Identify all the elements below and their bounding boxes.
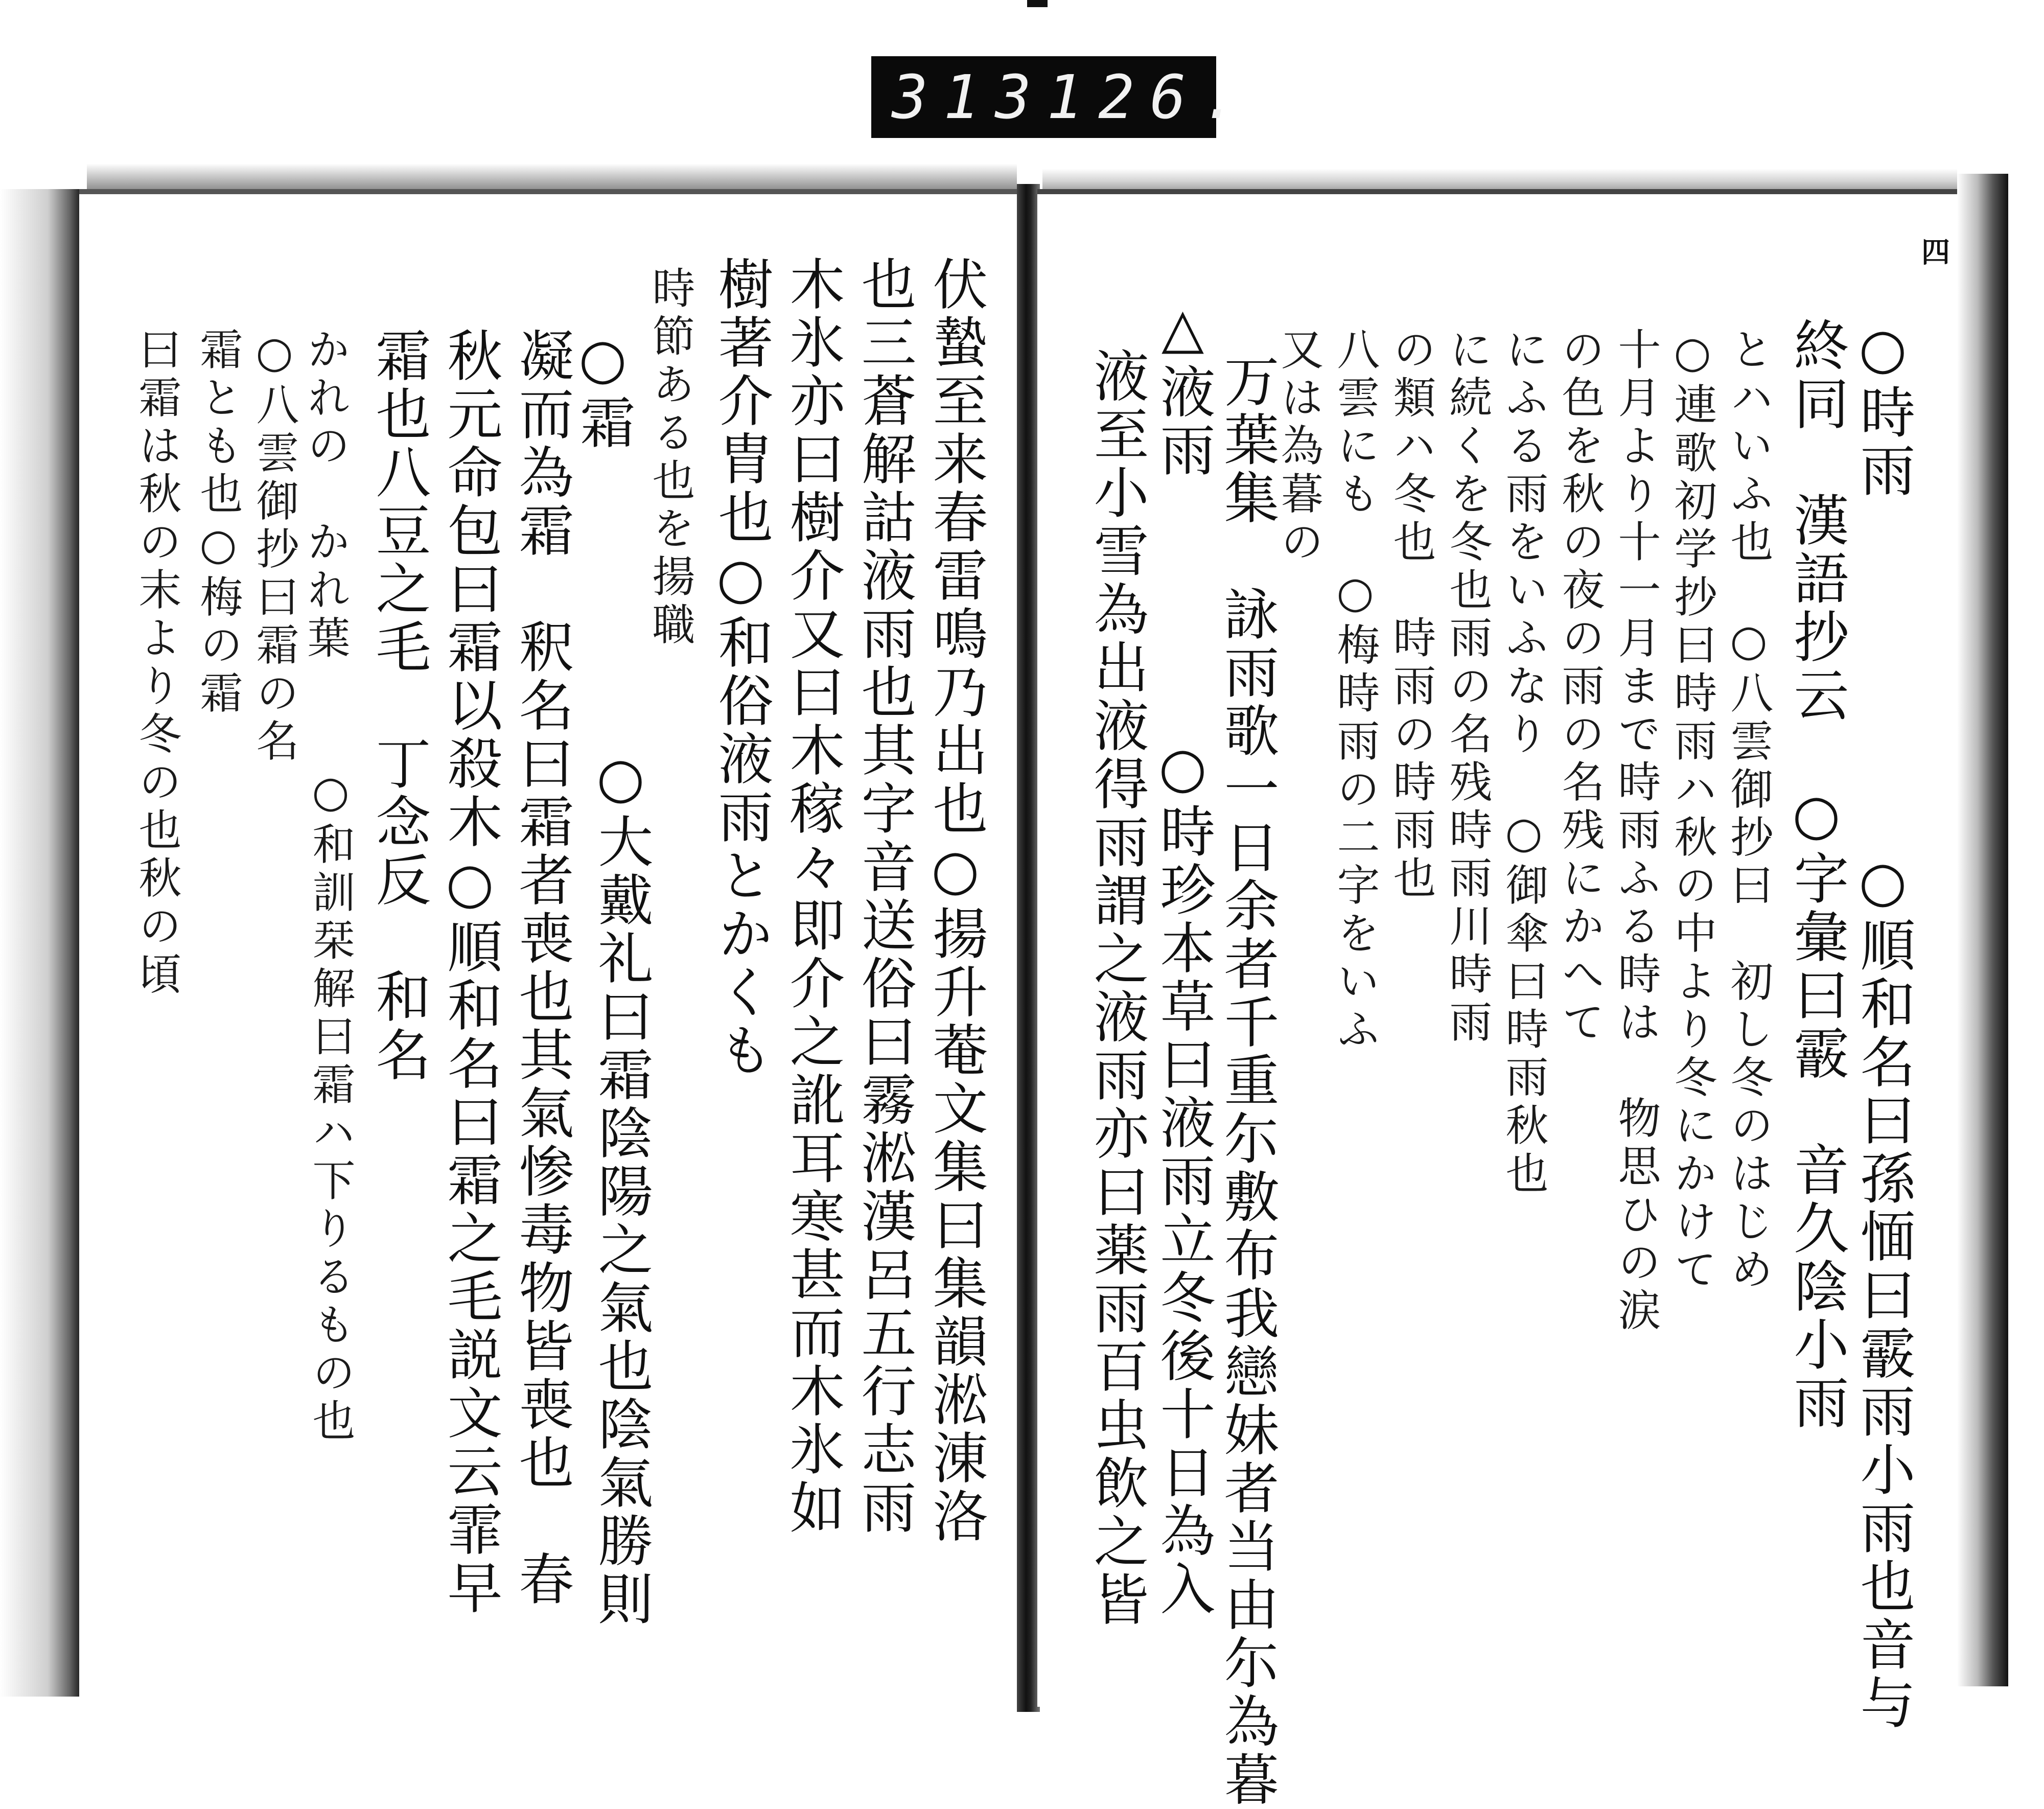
right-col-6: の色を秋の夜の雨の名残にかへて — [1555, 327, 1605, 1048]
film-edge-mark — [1027, 0, 1048, 7]
left-col-11: ○和訓栞解曰霜ハ下りるもの也 — [306, 767, 356, 1446]
left-col-4: 樹著介胄也○和俗液雨とかくも — [709, 256, 773, 1080]
left-col-5: 時節ある也を揚職 — [645, 266, 695, 650]
right-col-3: とハいふ也 ○八雲御抄曰 初し冬のはじめ — [1724, 327, 1774, 1295]
left-col-3: 木氷亦曰樹介又曰木稼々即介之訛耳寒甚而木氷如 — [780, 256, 844, 1537]
left-col-8: 秋元命包曰霜以殺木○順和名曰霜之毛説文云霏早 — [438, 327, 502, 1617]
left-page — [79, 189, 1030, 1707]
frame-page-number: 126. — [1047, 62, 1253, 132]
right-col-13-heading: △液雨 — [1151, 296, 1215, 480]
right-col-2: 終同 漢語抄云 ○字彙曰霰 音久陰小雨 — [1784, 317, 1848, 1432]
left-col-6-heading: ○霜 — [571, 327, 635, 452]
left-col-13: かれの かれ葉 — [300, 327, 351, 663]
right-col-4: ○連歌初学抄曰時雨ハ秋の中より冬にかけて — [1667, 327, 1717, 1295]
right-col-11: 又は為暮の — [1274, 327, 1324, 567]
right-col-1: ○時雨 ○順和名曰孫愐曰霰雨小雨也音与 — [1851, 317, 1915, 1732]
right-page-edge — [1957, 174, 2008, 1686]
right-col-5: 十月より十一月まで時雨ふる時は 物思ひの涙 — [1611, 327, 1661, 1336]
left-col-2: 也三蒼解詁液雨也其字音送俗曰霧淞漢呂五行志雨 — [852, 256, 916, 1537]
folio-number: 四 — [1921, 236, 1950, 269]
left-col-10: ○大戴礼曰霜陰陽之氣也陰氣勝則 — [589, 746, 653, 1629]
right-col-9: の類ハ冬也 時雨の時雨也 — [1386, 327, 1436, 903]
left-page-edge — [0, 189, 87, 1697]
top-page-shadow-right — [1042, 169, 1957, 189]
right-col-10: 八雲にも ○梅時雨の二字をいふ — [1330, 327, 1380, 1055]
right-col-8: に続くを冬也雨の名残時雨川時雨 — [1443, 327, 1493, 1048]
frame-reel-number: 313 — [892, 62, 1047, 132]
right-page — [1037, 189, 1983, 1809]
right-col-7: にふる雨をいふなり ○御傘曰時雨秋也 — [1499, 327, 1549, 1199]
right-col-14: 液至小雪為出液得雨謂之液雨亦曰薬雨百虫飲之皆 — [1084, 347, 1148, 1629]
left-col-14: 霜とも也○梅の霜 — [193, 327, 243, 718]
film-frame-label — [871, 56, 1253, 138]
left-col-12: ○八雲御抄曰霜の名 — [249, 327, 299, 767]
book-gutter — [1017, 184, 1040, 1712]
open-book — [0, 164, 2044, 1809]
left-col-7: 凝而為霜 釈名曰霜者喪也其氣惨毒物皆喪也 春 — [509, 327, 573, 1609]
right-col-12: 万葉集 詠雨歌一日余者千重尓敷布我戀妹者当由尓為暮 — [1215, 353, 1279, 1809]
right-col-15: ○時珍本草曰液雨立冬後十日為入 — [1151, 736, 1215, 1618]
left-col-15: 曰霜は秋の末より冬の也秋の頃 — [132, 327, 182, 1000]
left-col-9: 霜也八豆之毛 丁念反 和名 — [366, 327, 430, 1084]
left-col-1: 伏蟄至来春雷鳴乃出也○揚升菴文集曰集韻淞涷洛 — [923, 256, 987, 1546]
